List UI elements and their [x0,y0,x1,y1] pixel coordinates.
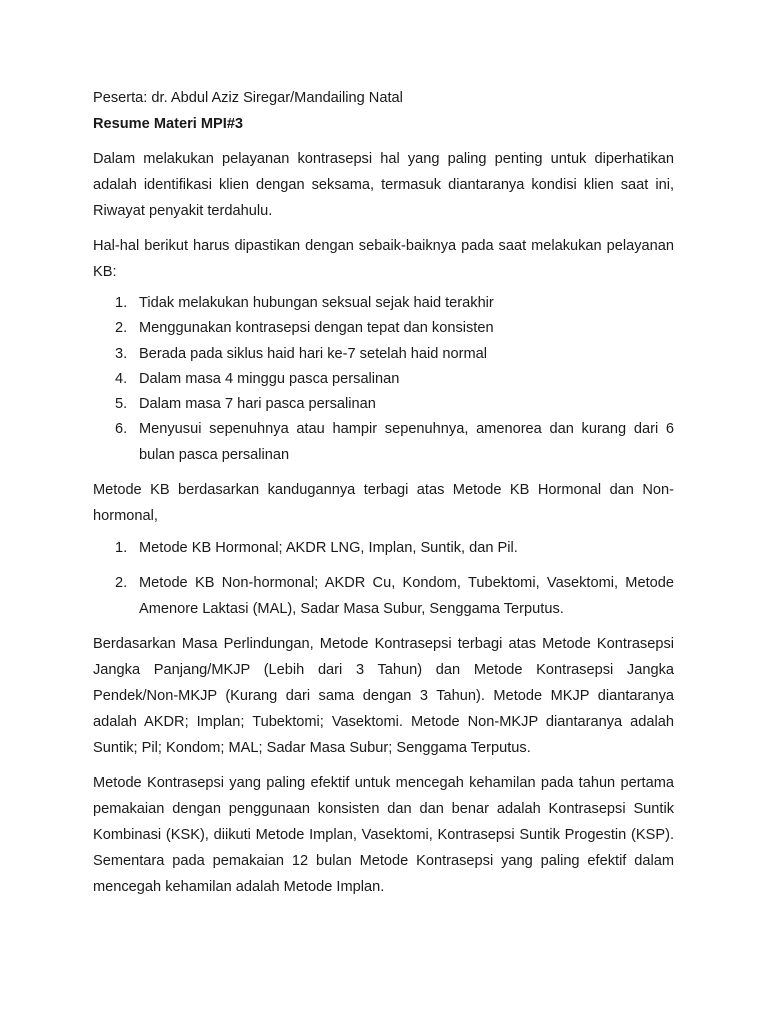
list-item-text: Berada pada siklus haid hari ke-7 setelah haid normal [139,345,488,362]
effectiveness-paragraph: Metode Kontrasepsi yang paling efektif untuk mencegah kehamilan pada tahun pertama pemakaian dengan penggunaan konsisten dan dan benar adalah Kontrasepsi Suntik Kombinasi (KSK), diikuti Metode Implan, Vasektomi, Kontrasepsi Suntik Progestin (KSP). Sementara pada pemakaian 12 bulan Metode Kontrasepsi yang paling efektif dalam mencegah kehamilan adalah Metode Implan. [93,775,674,896]
document-title: Resume Materi MPI#3 [93,116,244,132]
list-item [93,392,674,417]
list-item-text: Menyusui sepenuhnya atau hampir sepenuhnya, amenorea dan kurang dari 6 bulan pasca persalinan [139,421,674,463]
list-item [93,342,674,367]
list-item [93,367,674,392]
list-item [93,316,674,341]
list-item [93,291,674,316]
list-item-number: 4. [115,370,128,387]
list-item-text: Tidak melakukan hubungan seksual sejak haid terakhir [139,295,494,311]
list-item [93,417,674,468]
protection-paragraph: Berdasarkan Masa Perlindungan, Metode Kontrasepsi terbagi atas Metode Kontrasepsi Jangka Panjang/MKJP (Lebih dari 3 Tahun) dan Metode Kontrasepsi Jangka Pendek/Non-MKJP (Kurang dari sama dengan 3 Tahun). Metode MKJP diantaranya adalah AKDR; Implan; Tubektomi; Vasektomi. Metode Non-MKJP diantaranya adalah Suntik; Pil; Kondom; MAL; Sadar Masa Subur; Senggama Terputus. [93,636,674,757]
list-item-number: 6. [115,421,128,438]
list-item [93,570,674,622]
list-item-number: 1. [115,540,128,557]
methods-intro-paragraph: Metode KB berdasarkan kandugannya terbagi atas Metode KB Hormonal dan Non-hormonal, [93,482,674,525]
checklist-intro-paragraph: Hal-hal berikut harus dipastikan dengan sebaik-baiknya pada saat melakukan pelayanan KB: [93,238,674,280]
intro-paragraph: Dalam melakukan pelayanan kontrasepsi hal yang paling penting untuk diperhatikan adalah identifikasi klien dengan seksama, termasuk diantaranya kondisi klien saat ini, Riwayat penyakit terdahulu. [93,151,674,219]
participant-line: Peserta: dr. Abdul Aziz Siregar/Mandailing Natal [93,90,403,106]
list-item-number: 2. [115,575,128,592]
list-item [93,535,674,561]
list-item-number: 2. [115,320,128,337]
list-item-number: 5. [115,396,128,413]
list-item-text: Metode KB Non-hormonal; AKDR Cu, Kondom, Tubektomi, Vasektomi, Metode Amenore Laktasi (MAL), Sadar Masa Subur, Senggama Terputus. [139,575,674,618]
document-body [93,85,674,900]
list-item-number: 1. [115,295,128,311]
list-item-text: Dalam masa 4 minggu pasca persalinan [139,370,400,387]
checklist-list [93,291,674,468]
methods-list [93,535,674,622]
list-item-text: Metode KB Hormonal; AKDR LNG, Implan, Suntik, dan Pil. [139,540,518,557]
list-item-text: Dalam masa 7 hari pasca persalinan [139,396,376,413]
list-item-number: 3. [115,345,128,362]
list-item-text: Menggunakan kontrasepsi dengan tepat dan konsisten [139,320,494,337]
